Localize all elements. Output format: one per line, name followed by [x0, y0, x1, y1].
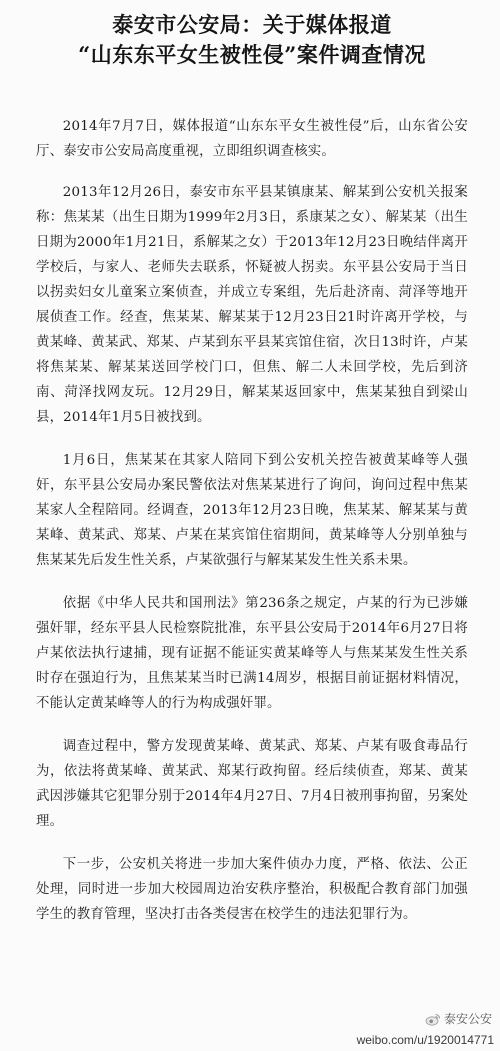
paragraph-6: 下一步，公安机关将进一步加大案件侦办力度，严格、依法、公正处理，同时进一步加大校园周边治安秩序整治，积极配合教育部门加强学生的教育管理，坚决打击各类侵害在校学生的违法犯罪行为。	[36, 857, 468, 922]
paragraph-1: 2014年7月7日，媒体报道“山东东平女生被性侵”后，山东省公安厅、泰安市公安局高度重视，立即组织调查核实。	[36, 119, 468, 159]
weibo-icon	[425, 1011, 441, 1027]
paragraph-4: 依据《中华人民共和国刑法》第236条之规定，卢某的行为已涉嫌强奸罪，经东平县人民检察院批准，东平县公安局于2014年6月27日将卢某依法执行逮捕，现有证据不能证实黄某峰等人与焦某某发生性关系时存在强迫行为，且焦某某当时已满14周岁，根据目前证据材料情况，不能认定黄某峰等人的行为构成强奸罪。	[36, 596, 468, 711]
watermark-footer	[357, 1033, 494, 1047]
document-title	[36, 10, 468, 70]
paragraph-3: 1月6日，焦某某在其家人陪同下到公安机关控告被黄某峰等人强奸，东平县公安局办案民警依法对焦某某进行了询问，询问过程中焦某某家人全程陪同。经调查，2013年12月23日晚，焦某某、解某某与黄某峰、黄某武、郑某、卢某在某宾馆住宿期间，黄某峰等人分别单独与焦某某先后发生性关系，卢某欲强行与解某某发生性关系未果。	[36, 453, 468, 568]
document-body	[36, 114, 468, 927]
watermark-url[interactable]: weibo.com/u/1920014771	[356, 1033, 494, 1047]
weibo-watermark-badge	[425, 1010, 492, 1027]
watermark-account-name: 泰安公安	[443, 1012, 492, 1026]
paragraph-2: 2013年12月26日，泰安市东平县某镇康某、解某到公安机关报案称：焦某某（出生日期为1999年2月3日，系康某之女）、解某某（出生日期为2000年1月21日，系解某之女）于2013年12月23日晚结伴离开学校后，与家人、老师失去联系，怀疑被人拐卖。东平县公安局于当日以拐卖妇女儿童案立案侦查，并成立专案组，先后赴济南、菏泽等地开展侦查工作。经查，焦某某、解某某于12月23日21时许离开学校，与黄某峰、黄某武、郑某、卢某到东平县某宾馆住宿，次日13时许，卢某将焦某某、解某某送回学校门口，但焦、解二人未回学校，先后到济南、菏泽找网友玩。12月29日，解某某返回家中，焦某某独自到梁山县，2014年1月5日被找到。	[36, 185, 468, 425]
title-line-2: “山东东平女生被性侵”案件调查情况	[78, 42, 426, 67]
title-line-1: 泰安市公安局：关于媒体报道	[112, 12, 392, 37]
paragraph-5: 调查过程中，警方发现黄某峰、黄某武、郑某、卢某有吸食毒品行为，依法将黄某峰、黄某武、郑某行政拘留。经后续侦查，郑某、黄某武因涉嫌其它犯罪分别于2014年4月27日、7月4日被刑事拘留，另案处理。	[36, 739, 468, 829]
